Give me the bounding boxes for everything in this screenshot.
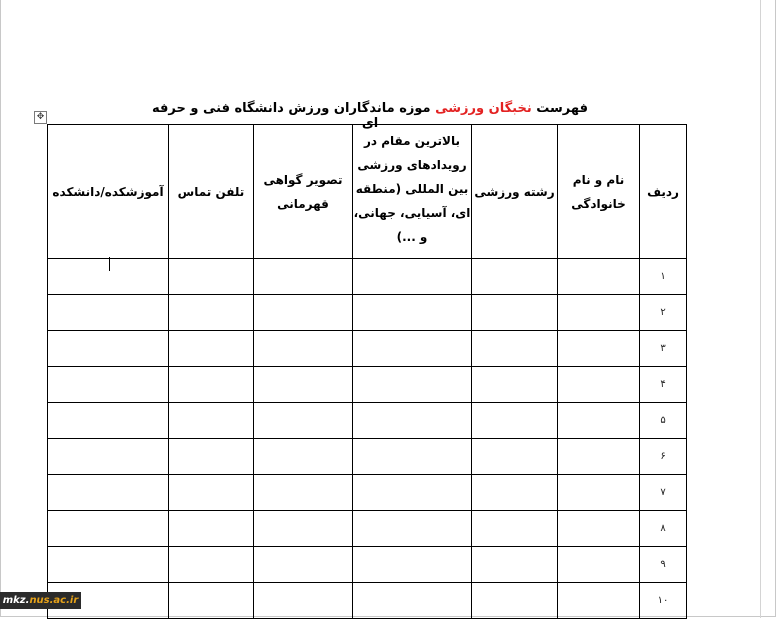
cell-phone[interactable]: [169, 547, 254, 583]
cell-faculty[interactable]: [48, 367, 169, 403]
cell-certificate[interactable]: [254, 367, 353, 403]
header-highest-rank[interactable]: بالاترین مقام در رویدادهای ورزشی بین المللی (منطقه ای، آسیایی، جهانی، و ...): [353, 125, 472, 259]
site-watermark: [0, 592, 81, 609]
cell-row-number[interactable]: ۶: [640, 439, 687, 475]
header-phone[interactable]: تلفن تماس: [169, 125, 254, 259]
cell-name[interactable]: [558, 295, 640, 331]
cell-faculty[interactable]: [48, 259, 169, 295]
cell-row-number[interactable]: ۳: [640, 331, 687, 367]
elite-athletes-table: [47, 124, 687, 619]
cell-rank[interactable]: [353, 331, 472, 367]
cell-certificate[interactable]: [254, 547, 353, 583]
table-row: [48, 547, 687, 583]
cell-row-number[interactable]: ۹: [640, 547, 687, 583]
cell-sport[interactable]: [472, 475, 558, 511]
text-cursor: [109, 257, 110, 271]
cell-certificate[interactable]: [254, 511, 353, 547]
table-row: [48, 403, 687, 439]
title-suffix: موزه ماندگاران ورزش دانشگاه فنی و حرفه ای: [152, 101, 436, 131]
cell-row-number[interactable]: ۷: [640, 475, 687, 511]
cell-phone[interactable]: [169, 439, 254, 475]
cell-rank[interactable]: [353, 403, 472, 439]
watermark-prefix: mkz.: [2, 595, 30, 606]
cell-name[interactable]: [558, 475, 640, 511]
header-row: [48, 125, 687, 259]
cell-phone[interactable]: [169, 475, 254, 511]
cell-certificate[interactable]: [254, 295, 353, 331]
header-sport-field[interactable]: رشته ورزشی: [472, 125, 558, 259]
cell-sport[interactable]: [472, 295, 558, 331]
cell-sport[interactable]: [472, 367, 558, 403]
cell-phone[interactable]: [169, 403, 254, 439]
table-row: [48, 511, 687, 547]
cell-certificate[interactable]: [254, 439, 353, 475]
table-row: [48, 439, 687, 475]
cell-faculty[interactable]: [48, 403, 169, 439]
cell-certificate[interactable]: [254, 475, 353, 511]
table-row: [48, 367, 687, 403]
cell-row-number[interactable]: ۲: [640, 295, 687, 331]
cell-rank[interactable]: [353, 259, 472, 295]
cell-name[interactable]: [558, 331, 640, 367]
cell-row-number[interactable]: ۱: [640, 259, 687, 295]
table-row: [48, 259, 687, 295]
cell-name[interactable]: [558, 367, 640, 403]
cell-sport[interactable]: [472, 583, 558, 619]
cell-phone[interactable]: [169, 583, 254, 619]
cell-sport[interactable]: [472, 403, 558, 439]
cell-phone[interactable]: [169, 259, 254, 295]
title-highlight: نخبگان ورزشی: [435, 101, 532, 116]
header-faculty[interactable]: آموزشکده/دانشکده: [48, 125, 169, 259]
table-row: [48, 583, 687, 619]
header-certificate-image[interactable]: تصویر گواهی قهرمانی: [254, 125, 353, 259]
cell-phone[interactable]: [169, 511, 254, 547]
cell-row-number[interactable]: ۱۰: [640, 583, 687, 619]
header-full-name[interactable]: نام و نام خانوادگی: [558, 125, 640, 259]
cell-row-number[interactable]: ۸: [640, 511, 687, 547]
cell-phone[interactable]: [169, 295, 254, 331]
cell-certificate[interactable]: [254, 331, 353, 367]
watermark-domain: nus.ac.ir: [29, 595, 79, 606]
cell-faculty[interactable]: [48, 547, 169, 583]
cell-row-number[interactable]: ۴: [640, 367, 687, 403]
table-row: [48, 475, 687, 511]
table-row: [48, 331, 687, 367]
cell-name[interactable]: [558, 403, 640, 439]
cell-faculty[interactable]: [48, 295, 169, 331]
cell-sport[interactable]: [472, 511, 558, 547]
cell-faculty[interactable]: [48, 331, 169, 367]
cell-faculty[interactable]: [48, 475, 169, 511]
cell-rank[interactable]: [353, 367, 472, 403]
cell-sport[interactable]: [472, 259, 558, 295]
cell-sport[interactable]: [472, 547, 558, 583]
cell-rank[interactable]: [353, 475, 472, 511]
cell-phone[interactable]: [169, 367, 254, 403]
cell-rank[interactable]: [353, 511, 472, 547]
cell-rank[interactable]: [353, 547, 472, 583]
cell-sport[interactable]: [472, 331, 558, 367]
cell-faculty[interactable]: [48, 511, 169, 547]
cell-rank[interactable]: [353, 439, 472, 475]
cell-rank[interactable]: [353, 583, 472, 619]
cell-name[interactable]: [558, 259, 640, 295]
cell-certificate[interactable]: [254, 403, 353, 439]
cell-certificate[interactable]: [254, 583, 353, 619]
cell-name[interactable]: [558, 511, 640, 547]
header-row-number[interactable]: ردیف: [640, 125, 687, 259]
cell-name[interactable]: [558, 439, 640, 475]
cell-rank[interactable]: [353, 295, 472, 331]
table-move-handle-icon[interactable]: ✥: [34, 111, 47, 124]
cell-name[interactable]: [558, 547, 640, 583]
cell-sport[interactable]: [472, 439, 558, 475]
table-row: [48, 295, 687, 331]
cell-row-number[interactable]: ۵: [640, 403, 687, 439]
cell-name[interactable]: [558, 583, 640, 619]
title-prefix: فهرست: [531, 101, 588, 116]
page-margin-rule: [760, 0, 761, 618]
cell-certificate[interactable]: [254, 259, 353, 295]
cell-phone[interactable]: [169, 331, 254, 367]
cell-faculty[interactable]: [48, 439, 169, 475]
